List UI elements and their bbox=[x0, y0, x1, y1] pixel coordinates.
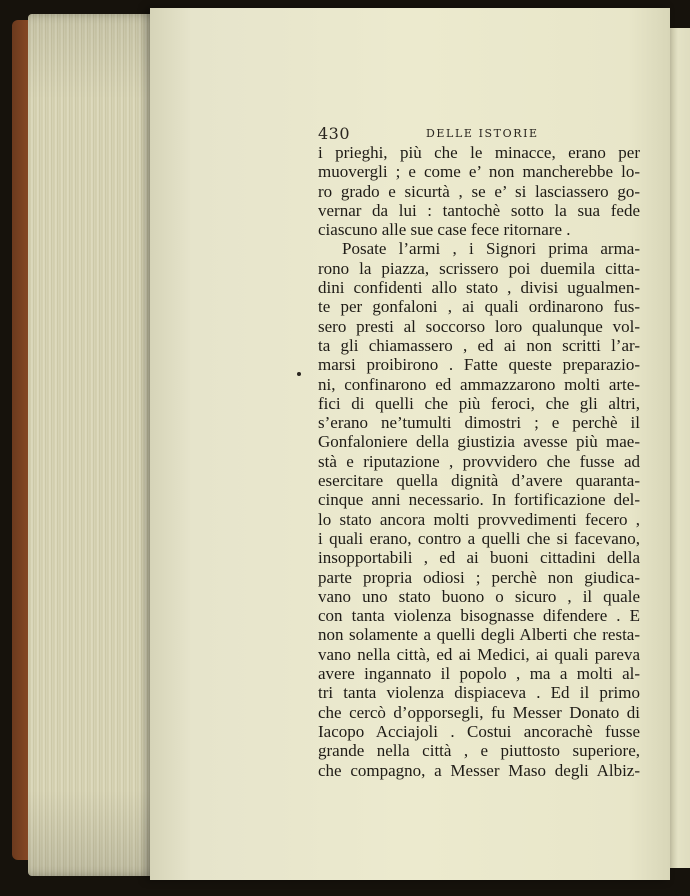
text-line: marsi proibirono . Fatte queste preparazio- bbox=[318, 355, 640, 375]
text-line: fici di quelli che più feroci, che gli altri, bbox=[318, 393, 640, 413]
text-line: ro grado e sicurtà , se e’ si lasciassero go- bbox=[318, 181, 640, 201]
text-line: non solamente a quelli degli Alberti che resta- bbox=[318, 625, 640, 645]
text-line: che compagno, a Messer Maso degli Albiz- bbox=[318, 760, 640, 780]
text-line: ta gli chiamassero , ed ai non scritti l’ar- bbox=[318, 335, 640, 355]
text-line: esercitare quella dignità d’avere quaranta- bbox=[318, 471, 640, 491]
text-line: dini confidenti allo stato , divisi ugualmen- bbox=[318, 278, 640, 298]
margin-dot bbox=[297, 372, 301, 376]
text-line: rono la piazza, scrissero poi duemila citta- bbox=[318, 258, 640, 278]
text-line: muovergli ; e come e’ non mancherebbe lo- bbox=[318, 162, 640, 182]
text-line: sero presti al soccorso loro qualunque vol- bbox=[318, 316, 640, 336]
text-line: i prieghi, più che le minacce, erano per bbox=[318, 143, 640, 162]
text-line: con tanta violenza bisognasse difendere . E bbox=[318, 606, 640, 626]
text-line: avere ingannato il popolo , ma a molti al- bbox=[318, 664, 640, 684]
text-line: parte propria odiosi ; perchè non giudica- bbox=[318, 567, 640, 587]
text-line: insopportabili , ed ai buoni cittadini della bbox=[318, 548, 640, 568]
text-line: ni, confinarono ed ammazzarono molti arte- bbox=[318, 374, 640, 394]
text-line: Iacopo Acciajoli . Costui ancorachè fusse bbox=[318, 721, 640, 741]
text-line: ciascuno alle sue case fece ritornare . bbox=[318, 220, 571, 240]
text-line: grande nella città , e piuttosto superiore, bbox=[318, 741, 640, 761]
text-line: vano uno stato buono o sicuro , il quale bbox=[318, 586, 640, 606]
text-line: Posate l’armi , i Signori prima arma- bbox=[342, 239, 640, 259]
text-line: che cercò d’opporsegli, fu Messer Donato di bbox=[318, 702, 640, 722]
text-line: Gonfaloniere della giustizia avesse più mae- bbox=[318, 432, 640, 452]
text-line: i quali erano, contro a quelli che si facevano, bbox=[318, 528, 640, 548]
text-line: vano nella città, ed ai Medici, ai quali pareva bbox=[318, 644, 640, 664]
page-number: 430 bbox=[318, 124, 351, 143]
text-line: cinque anni necessario. In fortificazione del- bbox=[318, 490, 640, 510]
text-line: tri tanta violenza dispiaceva . Ed il primo bbox=[318, 683, 640, 703]
text-line: stà e riputazione , provvidero che fusse ad bbox=[318, 451, 640, 471]
running-head: DELLE ISTORIE bbox=[426, 127, 539, 140]
page-header bbox=[318, 124, 638, 144]
text-line: s’erano ne’tumulti dimostri ; e perchè il bbox=[318, 413, 640, 433]
text-line: lo stato ancora molti provvedimenti fecero , bbox=[318, 509, 640, 529]
body-text bbox=[318, 143, 640, 780]
text-line: te per gonfaloni , ai quali ordinarono fus- bbox=[318, 297, 640, 317]
text-line: vernar da lui : tantochè sotto la sua fede bbox=[318, 200, 640, 220]
